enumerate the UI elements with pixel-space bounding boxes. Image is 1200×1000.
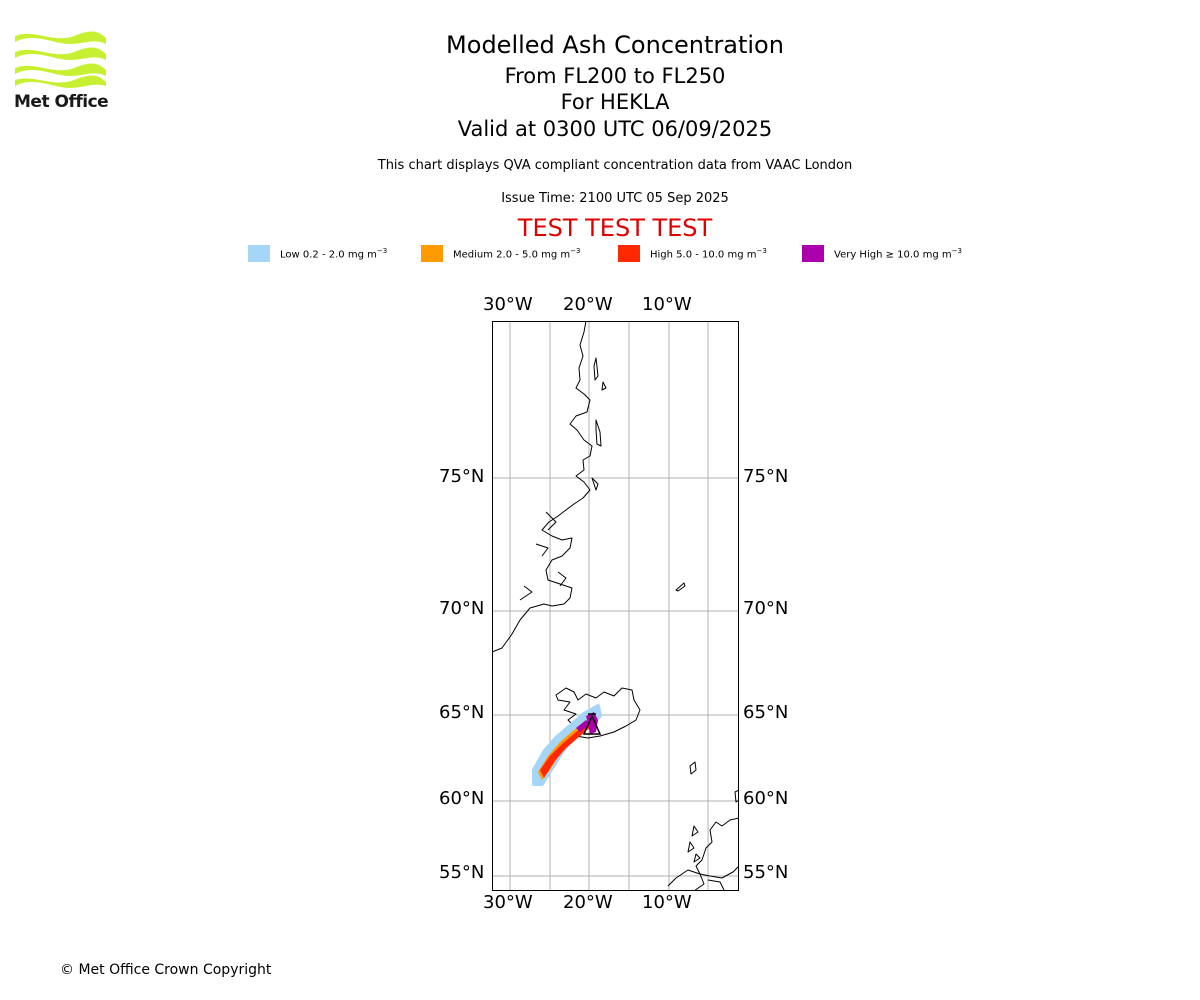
legend-swatch-high — [618, 245, 640, 262]
flight-levels: From FL200 to FL250 — [504, 64, 726, 88]
lat-label-right-65n: 65°N — [743, 702, 789, 723]
test-banner: TEST TEST TEST — [517, 214, 713, 242]
volcano-name: For HEKLA — [560, 90, 670, 114]
issue-time: Issue Time: 2100 UTC 05 Sep 2025 — [501, 191, 729, 206]
lat-label-left-60n: 60°N — [439, 788, 485, 809]
lat-label-right-70n: 70°N — [743, 598, 789, 619]
coastlines — [492, 321, 739, 891]
legend-unit-exp: −3 — [570, 247, 581, 255]
legend-label-low: Low 0.2 - 2.0 — [280, 249, 348, 261]
lat-label-left-70n: 70°N — [439, 598, 485, 619]
legend-unit: mg m — [347, 249, 377, 261]
subtitle: This chart displays QVA compliant concentration data from VAAC London — [377, 158, 853, 173]
legend-unit: mg m — [922, 249, 952, 261]
lon-label-bottom-20w: 20°W — [563, 892, 613, 913]
lat-label-right-55n: 55°N — [743, 862, 789, 883]
valid-time: Valid at 0300 UTC 06/09/2025 — [457, 117, 773, 141]
legend-unit: mg m — [541, 249, 571, 261]
legend-unit-exp: −3 — [376, 247, 388, 255]
logo-text: Met Office — [14, 92, 109, 112]
lat-label-right-60n: 60°N — [743, 788, 789, 809]
ash-plume — [534, 706, 600, 784]
legend-label-very-high: Very High ≥ 10.0 — [834, 249, 923, 261]
map-frame — [493, 322, 739, 891]
lon-label-bottom-30w: 30°W — [483, 892, 533, 913]
lat-label-left-75n: 75°N — [439, 466, 485, 487]
legend-unit-exp: −3 — [756, 247, 767, 255]
lon-label-bottom-10w: 10°W — [642, 892, 692, 913]
legend-swatch-medium — [421, 245, 443, 262]
copyright: © Met Office Crown Copyright — [60, 962, 272, 978]
legend-label-medium: Medium 2.0 - 5.0 — [453, 249, 542, 261]
lon-label-top-30w: 30°W — [483, 294, 533, 315]
lat-label-right-75n: 75°N — [743, 466, 789, 487]
legend-swatch-low — [248, 245, 270, 262]
map-gridlines — [492, 321, 739, 891]
legend-swatch-very-high — [802, 245, 824, 262]
legend-unit: mg m — [727, 249, 757, 261]
lat-label-left-65n: 65°N — [439, 702, 485, 723]
ash-map — [492, 321, 739, 891]
lat-label-left-55n: 55°N — [439, 862, 485, 883]
lon-label-top-20w: 20°W — [563, 294, 613, 315]
legend-label-high: High 5.0 - 10.0 — [650, 249, 728, 261]
legend-unit-exp: −3 — [951, 247, 962, 255]
lon-label-top-10w: 10°W — [642, 294, 692, 315]
chart-title: Modelled Ash Concentration — [446, 31, 784, 59]
